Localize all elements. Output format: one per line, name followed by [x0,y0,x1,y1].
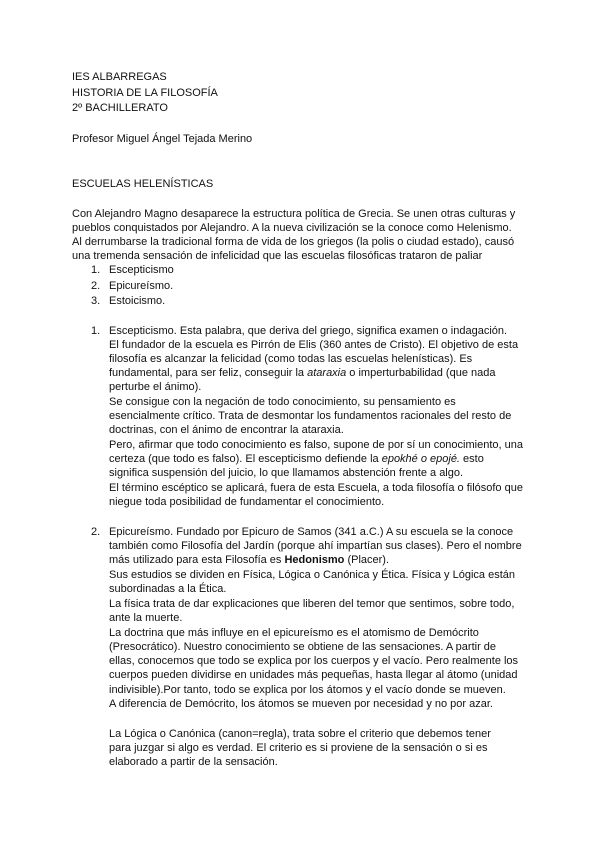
paragraph-line: cuerpos pueden dividirse en unidades más pequeñas, hasta llegar al átomo (unidad [109,669,518,681]
school-name: IES ALBARREGAS [72,71,167,83]
paragraph-line: certeza (que todo es falso). El escepticismo defiende la epokhé o epojé. esto [109,453,484,465]
paragraph-line: esencialmente crítico. Trata de desmontar los fundamentos racionales del resto de [109,410,512,422]
paragraph-line: Sus estudios se dividen en Física, Lógica o Canónica y Ética. Física y Lógica están [109,569,515,581]
term-epoje: epokhé o epojé. [381,453,460,465]
term-ataraxia: ataraxia [307,367,347,379]
intro-line: Con Alejandro Magno desaparece la estructura política de Grecia. Se unen otras culturas y [72,208,516,220]
paragraph-line: El término escéptico se aplicará, fuera de esta Escuela, a toda filosofía o filósofo que [109,482,523,494]
list-item: Escepticismo [109,264,174,276]
subject-name: HISTORIA DE LA FILOSOFÍA [72,87,218,99]
paragraph-line: subordinadas a la Ética. [109,583,227,595]
term-hedonismo: Hedonismo [284,554,345,566]
paragraph-line: Escepticismo. Esta palabra, que deriva del griego, significa examen o indagación. [109,325,508,337]
paragraph-line: perturbe el ánimo). [109,381,202,393]
intro-line: Al derrumbarse la tradicional forma de vida de los griegos (la polis o ciudad estado), causó [72,236,515,248]
list-number: 3. [91,295,101,307]
document-title: ESCUELAS HELENÍSTICAS [72,178,214,190]
paragraph-line: ante la muerte. [109,612,183,624]
paragraph-line: niegue toda posibilidad de fundamentar el conocimiento. [109,496,385,508]
paragraph-line: La Lógica o Canónica (canon=regla), trata sobre el criterio que debemos tener [109,728,491,740]
paragraph-line: La física trata de dar explicaciones que liberen del temor que sentimos, sobre todo, [109,598,515,610]
paragraph-line: fundamental, para ser feliz, conseguir la ataraxia o imperturbabilidad (que nada [109,367,496,379]
paragraph-line: Se consigue con la negación de todo conocimiento, su pensamiento es [109,396,456,408]
paragraph-line: La doctrina que más influye en el epicureísmo es el atomismo de Demócrito [109,627,479,639]
paragraph-line: El fundador de la escuela es Pirrón de Elis (360 antes de Cristo). El objetivo de esta [109,339,519,351]
list-number: 2. [91,280,101,292]
paragraph-line: filosofía es alcanzar la felicidad (como todas las escuelas helenísticas). Es [109,353,473,365]
paragraph-line: más utilizado para esta Filosofía es Hedonismo (Placer). [109,554,390,566]
paragraph-line: Pero, afirmar que todo conocimiento es falso, supone de por sí un conocimiento, una [109,439,523,451]
teacher-name: Profesor Miguel Ángel Tejada Merino [72,133,253,145]
paragraph-line: (Presocrático). Nuestro conocimiento se obtiene de las sensaciones. A partir de [109,641,497,653]
paragraph-line: Epicureísmo. Fundado por Epicuro de Samos (341 a.C.) A su escuela se la conoce [109,526,514,538]
list-item: Epicureísmo. [109,280,174,292]
paragraph-line: indivisible).Por tanto, todo se explica por los átomos y el vacío donde se mueven. [109,684,506,696]
paragraph-line: A diferencia de Demócrito, los átomos se mueven por necesidad y no por azar. [109,698,493,710]
intro-line: pueblos conquistados por Alejandro. A la nueva civilización se la conoce como Helenismo. [72,222,512,234]
paragraph-line: también como Filosofía del Jardín (porque ahí impartían sus clases). Pero el nombre [109,540,522,552]
paragraph-line: ellas, conocemos que todo se explica por los cuerpos y el vacío. Pero realmente los [109,655,519,667]
section-number: 2. [91,526,101,538]
paragraph-line: doctrinas, con el ánimo de encontrar la ataraxia. [109,424,344,436]
list-item: Estoicismo. [109,295,166,307]
paragraph-line: significa suspensión del juicio, lo que llamamos abstención frente a algo. [109,467,464,479]
intro-line: una tremenda sensación de infelicidad que las escuelas filosóficas trataron de paliar [72,250,483,262]
list-number: 1. [91,264,101,276]
paragraph-line: para juzgar si algo es verdad. El criterio es si proviene de la sensación o si es [109,742,488,754]
section-number: 1. [91,325,101,337]
paragraph-line: elaborado a partir de la sensación. [109,756,278,768]
course-name: 2º BACHILLERATO [72,102,168,114]
